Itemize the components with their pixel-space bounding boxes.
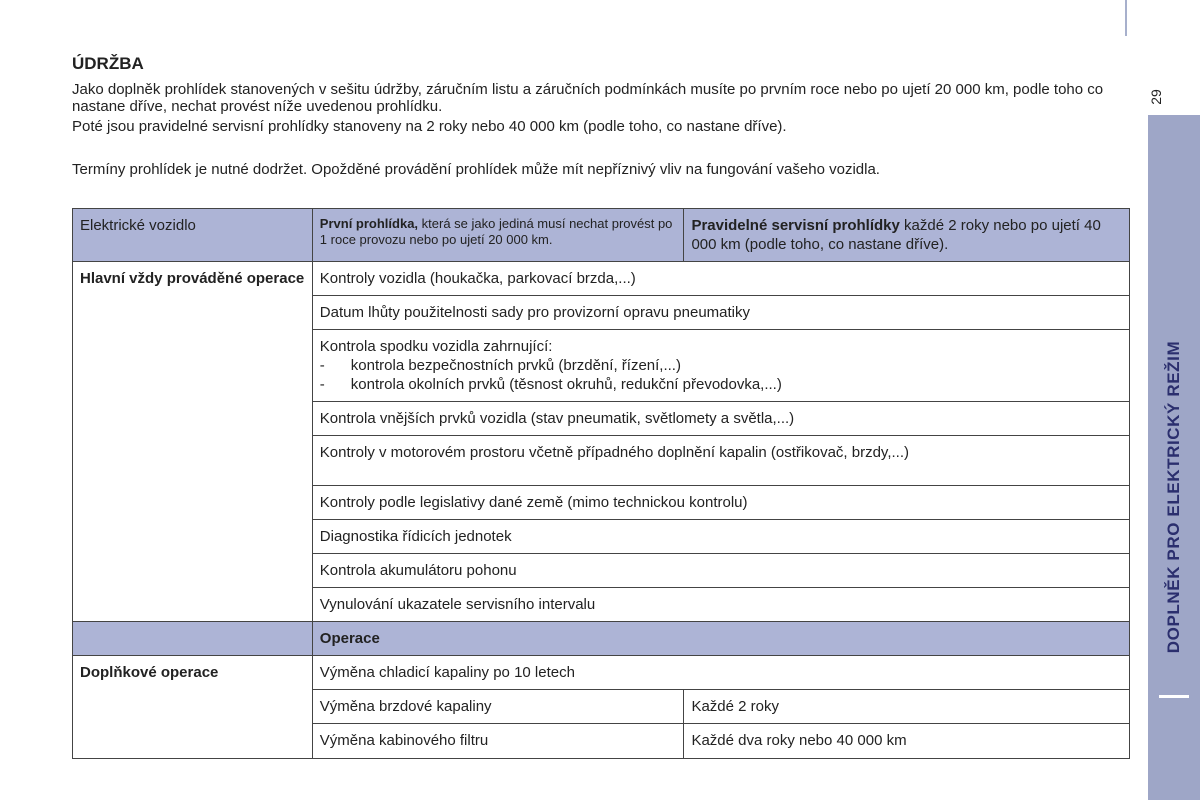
empty-header-cell [73,622,313,656]
regular-inspection-title: Pravidelné servisní prohlídky [691,217,900,234]
list-item [320,375,1122,394]
operations-header-row [73,622,1130,656]
table-row [73,656,1130,690]
operation-interval: Každé dva roky nebo 40 000 km [684,724,1130,759]
main-operation-underbody [312,330,1129,402]
main-operation: Kontroly v motorovém prostoru včetně případného doplnění kapalin (ostřikovač, brzdy,...) [312,436,1129,486]
main-operation: Kontrola akumulátoru pohonu [312,554,1129,588]
first-inspection-cell [312,209,684,262]
interval-paragraph: Poté jsou pravidelné servisní prohlídky stanoveny na 2 roky nebo 40 000 km (podle toho, co nastane dříve). [72,118,787,135]
main-operation: Diagnostika řídicích jednotek [312,520,1129,554]
first-inspection-text: která se jako jediná musí nechat provést po 1 roce provozu nebo po ujetí 20 000 km. [319,216,673,247]
intro-paragraph: Jako doplněk prohlídek stanovených v sešitu údržby, záručním listu a záručních podmínkách musíte po prvním roce nebo po ujetí 20 000 km, podle toho co nastane dříve, nechat provést níže uvedenou prohlídku. [72,81,1104,115]
additional-operations-label: Doplňkové operace [73,656,313,759]
main-operation: Datum lhůty použitelnosti sady pro provizorní opravu pneumatiky [312,296,1129,330]
list-dash: - [319,357,325,374]
operation-interval: Každé 2 roky [684,690,1130,724]
regular-inspection-cell [684,209,1130,262]
main-operation: Kontrola vnějších prvků vozidla (stav pneumatik, světlomety a světla,...) [312,402,1129,436]
additional-operation: Výměna chladicí kapaliny po 10 letech [312,656,1129,690]
sub-operation: kontrola okolních prvků (těsnost okruhů, redukční převodovka,...) [350,376,782,393]
additional-operation: Výměna kabinového filtru [312,724,684,759]
first-inspection-title: První prohlídka, [319,216,419,231]
vehicle-type-cell: Elektrické vozidlo [73,209,313,262]
table-header-row [73,209,1130,262]
side-tab-label: DOPLNĚK PRO ELEKTRICKÝ REŽIM [1164,340,1183,654]
table-row [73,262,1130,296]
warning-paragraph: Termíny prohlídek je nutné dodržet. Opožděné provádění prohlídek může mít nepříznivý vliv na fungování vašeho vozidla. [72,161,880,178]
main-operation: Kontroly vozidla (houkačka, parkovací brzda,...) [312,262,1129,296]
main-operation: Kontrola spodku vozidla zahrnující: [319,338,553,355]
list-item [320,356,1122,375]
main-operation: Vynulování ukazatele servisního intervalu [312,588,1129,622]
maintenance-table [72,208,1130,759]
main-operation: Kontroly podle legislativy dané země (mimo technickou kontrolu) [312,486,1129,520]
list-dash: - [319,376,325,393]
main-operations-label: Hlavní vždy prováděné operace [73,262,313,622]
page-number: 29 [1148,89,1164,105]
side-tab-marker [1159,695,1189,698]
operations-header: Operace [312,622,1129,656]
sub-operation: kontrola bezpečnostních prvků (brzdění, řízení,...) [350,357,681,374]
top-divider [1125,0,1127,36]
regular-inspection-text: každé 2 roky nebo po ujetí 40 000 km (podle toho, co nastane dříve). [691,217,1101,253]
additional-operation: Výměna brzdové kapaliny [312,690,684,724]
section-title: ÚDRŽBA [72,54,144,73]
